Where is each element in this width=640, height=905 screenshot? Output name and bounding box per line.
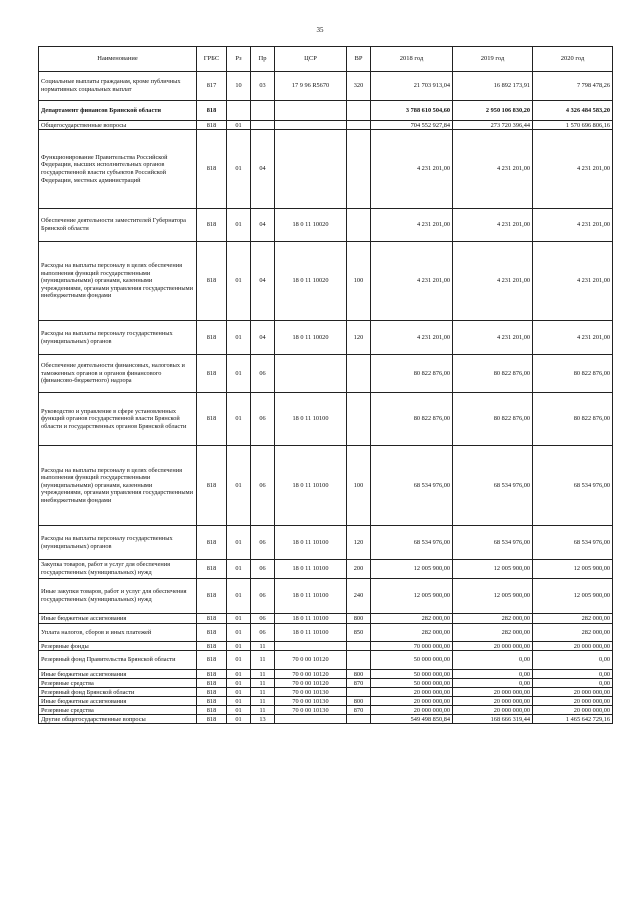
- table-row: [39, 321, 613, 355]
- table-row: [39, 130, 613, 209]
- cell-csr: 18 0 11 10020: [275, 209, 347, 242]
- table-row: [39, 101, 613, 121]
- cell-csr: 70 0 00 10120: [275, 651, 347, 670]
- cell-grbs: 818: [197, 355, 227, 393]
- header-pr: Пр: [251, 47, 275, 72]
- cell-y2020: 80 822 876,00: [533, 393, 613, 446]
- cell-rz: 01: [227, 670, 251, 679]
- cell-y2019: 20 000 000,00: [453, 642, 533, 651]
- cell-pr: 06: [251, 446, 275, 526]
- cell-csr: [275, 355, 347, 393]
- cell-grbs: 818: [197, 715, 227, 724]
- cell-pr: 06: [251, 393, 275, 446]
- cell-name: Расходы на выплаты персоналу в целях обеспечения выполнения функций государственными (муниципальными) органами, казенными учреждениями, органами управления государственными внебюджетными фондами: [39, 446, 197, 526]
- cell-y2019: 4 231 201,00: [453, 209, 533, 242]
- cell-grbs: 818: [197, 101, 227, 121]
- cell-vr: 800: [347, 614, 371, 624]
- header-grbs: ГРБС: [197, 47, 227, 72]
- table-row: [39, 446, 613, 526]
- table-row: [39, 642, 613, 651]
- cell-y2018: 80 822 876,00: [371, 355, 453, 393]
- cell-pr: 04: [251, 242, 275, 321]
- cell-csr: [275, 715, 347, 724]
- cell-vr: [347, 688, 371, 697]
- cell-y2018: 20 000 000,00: [371, 706, 453, 715]
- cell-csr: 18 0 11 10020: [275, 242, 347, 321]
- cell-y2020: 80 822 876,00: [533, 355, 613, 393]
- header-name: Наименование: [39, 47, 197, 72]
- cell-name: Резервный фонд Правительства Брянской области: [39, 651, 197, 670]
- cell-csr: [275, 130, 347, 209]
- cell-rz: 01: [227, 688, 251, 697]
- cell-y2019: 2 950 106 830,20: [453, 101, 533, 121]
- cell-csr: 18 0 11 10100: [275, 393, 347, 446]
- cell-y2018: 4 231 201,00: [371, 321, 453, 355]
- table-row: [39, 355, 613, 393]
- table-row: [39, 393, 613, 446]
- cell-csr: 70 0 00 10130: [275, 697, 347, 706]
- cell-grbs: 818: [197, 679, 227, 688]
- cell-csr: 18 0 11 10100: [275, 624, 347, 642]
- cell-name: Расходы на выплаты персоналу государственных (муниципальных) органов: [39, 321, 197, 355]
- cell-vr: 320: [347, 72, 371, 101]
- header-rz: Рз: [227, 47, 251, 72]
- cell-y2018: 549 498 850,84: [371, 715, 453, 724]
- cell-y2019: 0,00: [453, 651, 533, 670]
- cell-y2020: 4 326 484 583,20: [533, 101, 613, 121]
- cell-rz: 01: [227, 579, 251, 614]
- cell-y2019: 20 000 000,00: [453, 697, 533, 706]
- cell-grbs: 818: [197, 321, 227, 355]
- cell-csr: 70 0 00 10130: [275, 706, 347, 715]
- cell-vr: 240: [347, 579, 371, 614]
- cell-csr: 70 0 00 10120: [275, 670, 347, 679]
- cell-y2018: 12 005 900,00: [371, 560, 453, 579]
- table-row: [39, 579, 613, 614]
- cell-y2019: 0,00: [453, 670, 533, 679]
- cell-name: Руководство и управление в сфере установленных функций органов государственной власти Брянской области и государственных органов Брянской области: [39, 393, 197, 446]
- cell-y2018: 282 000,00: [371, 624, 453, 642]
- cell-pr: 11: [251, 642, 275, 651]
- cell-y2020: 282 000,00: [533, 624, 613, 642]
- cell-vr: 870: [347, 706, 371, 715]
- cell-rz: 01: [227, 560, 251, 579]
- cell-pr: 11: [251, 651, 275, 670]
- cell-y2018: 4 231 201,00: [371, 242, 453, 321]
- cell-rz: 01: [227, 209, 251, 242]
- cell-y2020: 4 231 201,00: [533, 321, 613, 355]
- cell-y2018: 282 000,00: [371, 614, 453, 624]
- cell-y2020: 0,00: [533, 679, 613, 688]
- cell-pr: 11: [251, 688, 275, 697]
- cell-rz: 01: [227, 642, 251, 651]
- table-row: [39, 614, 613, 624]
- cell-pr: 13: [251, 715, 275, 724]
- cell-rz: 01: [227, 624, 251, 642]
- cell-y2019: 273 720 396,44: [453, 121, 533, 130]
- table-row: [39, 526, 613, 560]
- cell-name: Резервный фонд Брянской области: [39, 688, 197, 697]
- cell-y2018: 704 552 927,84: [371, 121, 453, 130]
- cell-y2020: 12 005 900,00: [533, 560, 613, 579]
- cell-grbs: 818: [197, 560, 227, 579]
- cell-pr: 11: [251, 697, 275, 706]
- cell-vr: [347, 121, 371, 130]
- cell-y2019: 12 005 900,00: [453, 579, 533, 614]
- cell-csr: 17 9 96 R5670: [275, 72, 347, 101]
- cell-csr: [275, 642, 347, 651]
- cell-y2018: 20 000 000,00: [371, 697, 453, 706]
- cell-y2020: 68 534 976,00: [533, 526, 613, 560]
- table-row: [39, 679, 613, 688]
- cell-pr: [251, 121, 275, 130]
- cell-y2019: 12 005 900,00: [453, 560, 533, 579]
- cell-y2018: 80 822 876,00: [371, 393, 453, 446]
- cell-y2018: 68 534 976,00: [371, 526, 453, 560]
- header-2020: 2020 год: [533, 47, 613, 72]
- cell-y2020: 20 000 000,00: [533, 697, 613, 706]
- cell-rz: 01: [227, 242, 251, 321]
- cell-y2020: 1 570 696 806,16: [533, 121, 613, 130]
- cell-y2019: 0,00: [453, 679, 533, 688]
- cell-pr: 04: [251, 130, 275, 209]
- cell-pr: 03: [251, 72, 275, 101]
- cell-pr: [251, 101, 275, 121]
- cell-grbs: 818: [197, 614, 227, 624]
- cell-y2020: 0,00: [533, 670, 613, 679]
- header-2019: 2019 год: [453, 47, 533, 72]
- cell-pr: 06: [251, 624, 275, 642]
- table-body: [39, 72, 613, 724]
- cell-y2018: 70 000 000,00: [371, 642, 453, 651]
- cell-grbs: 818: [197, 706, 227, 715]
- cell-y2019: 80 822 876,00: [453, 355, 533, 393]
- cell-vr: [347, 355, 371, 393]
- table-row: [39, 560, 613, 579]
- cell-name: Расходы на выплаты персоналу государственных (муниципальных) органов: [39, 526, 197, 560]
- cell-name: Резервные фонды: [39, 642, 197, 651]
- header-csr: ЦСР: [275, 47, 347, 72]
- table-row: [39, 242, 613, 321]
- cell-vr: 100: [347, 242, 371, 321]
- cell-vr: [347, 715, 371, 724]
- cell-vr: 120: [347, 321, 371, 355]
- cell-rz: 01: [227, 697, 251, 706]
- cell-grbs: 818: [197, 579, 227, 614]
- cell-vr: 800: [347, 697, 371, 706]
- cell-name: Резервные средства: [39, 706, 197, 715]
- cell-name: Резервные средства: [39, 679, 197, 688]
- cell-pr: 06: [251, 526, 275, 560]
- cell-y2020: 20 000 000,00: [533, 642, 613, 651]
- cell-csr: 18 0 11 10100: [275, 526, 347, 560]
- cell-pr: 06: [251, 614, 275, 624]
- table-row: [39, 121, 613, 130]
- cell-rz: 01: [227, 446, 251, 526]
- cell-pr: 04: [251, 321, 275, 355]
- cell-vr: 870: [347, 679, 371, 688]
- cell-vr: 800: [347, 670, 371, 679]
- cell-y2019: 20 000 000,00: [453, 706, 533, 715]
- cell-y2019: 68 534 976,00: [453, 446, 533, 526]
- cell-grbs: 818: [197, 697, 227, 706]
- cell-grbs: 818: [197, 446, 227, 526]
- cell-name: Департамент финансов Брянской области: [39, 101, 197, 121]
- table-row: [39, 624, 613, 642]
- cell-y2018: 20 000 000,00: [371, 688, 453, 697]
- cell-grbs: 818: [197, 642, 227, 651]
- table-row: [39, 688, 613, 697]
- cell-name: Иные закупки товаров, работ и услуг для обеспечения государственных (муниципальных) нужд: [39, 579, 197, 614]
- cell-rz: 01: [227, 614, 251, 624]
- cell-grbs: 818: [197, 242, 227, 321]
- cell-name: Обеспечение деятельности финансовых, налоговых и таможенных органов и органов финансового (финансово-бюджетного) надзора: [39, 355, 197, 393]
- cell-y2020: 282 000,00: [533, 614, 613, 624]
- cell-y2018: 4 231 201,00: [371, 209, 453, 242]
- table-row: [39, 670, 613, 679]
- cell-grbs: 818: [197, 393, 227, 446]
- cell-name: Обеспечение деятельности заместителей Губернатора Брянской области: [39, 209, 197, 242]
- cell-grbs: 818: [197, 688, 227, 697]
- cell-rz: 01: [227, 706, 251, 715]
- cell-rz: 01: [227, 651, 251, 670]
- header-2018: 2018 год: [371, 47, 453, 72]
- cell-vr: [347, 130, 371, 209]
- cell-rz: 01: [227, 321, 251, 355]
- cell-y2020: 12 005 900,00: [533, 579, 613, 614]
- cell-y2020: 0,00: [533, 651, 613, 670]
- cell-name: Иные бюджетные ассигнования: [39, 670, 197, 679]
- cell-y2020: 7 798 478,26: [533, 72, 613, 101]
- cell-y2019: 80 822 876,00: [453, 393, 533, 446]
- budget-table: [38, 46, 613, 724]
- cell-y2018: 50 000 000,00: [371, 679, 453, 688]
- table-row: [39, 697, 613, 706]
- cell-name: Социальные выплаты гражданам, кроме публичных нормативных социальных выплат: [39, 72, 197, 101]
- cell-y2019: 16 892 173,91: [453, 72, 533, 101]
- cell-y2018: 3 788 610 504,60: [371, 101, 453, 121]
- cell-grbs: 818: [197, 624, 227, 642]
- cell-y2019: 282 000,00: [453, 624, 533, 642]
- cell-name: Иные бюджетные ассигнования: [39, 614, 197, 624]
- cell-name: Функционирование Правительства Российской Федерации, высших исполнительных органов государственной власти субъектов Российской Федерации, местных администраций: [39, 130, 197, 209]
- cell-y2019: 282 000,00: [453, 614, 533, 624]
- page-number: 35: [316, 26, 324, 34]
- cell-y2020: 20 000 000,00: [533, 688, 613, 697]
- cell-csr: [275, 121, 347, 130]
- cell-grbs: 818: [197, 130, 227, 209]
- cell-csr: 18 0 11 10100: [275, 579, 347, 614]
- cell-vr: [347, 393, 371, 446]
- cell-vr: [347, 642, 371, 651]
- cell-name: Закупка товаров, работ и услуг для обеспечения государственных (муниципальных) нужд: [39, 560, 197, 579]
- cell-name: Иные бюджетные ассигнования: [39, 697, 197, 706]
- cell-y2020: 1 465 642 729,16: [533, 715, 613, 724]
- cell-rz: 01: [227, 526, 251, 560]
- cell-rz: 01: [227, 393, 251, 446]
- cell-csr: 18 0 11 10100: [275, 614, 347, 624]
- cell-grbs: 818: [197, 121, 227, 130]
- cell-vr: [347, 651, 371, 670]
- cell-name: Расходы на выплаты персоналу в целях обеспечения выполнения функций государственными (муниципальными) органами, казенными учреждениями, органами управления государственными внебюджетными фондами: [39, 242, 197, 321]
- cell-y2020: 4 231 201,00: [533, 209, 613, 242]
- cell-vr: [347, 101, 371, 121]
- cell-grbs: 818: [197, 651, 227, 670]
- cell-vr: 850: [347, 624, 371, 642]
- cell-y2018: 50 000 000,00: [371, 670, 453, 679]
- cell-pr: 04: [251, 209, 275, 242]
- table-row: [39, 72, 613, 101]
- cell-csr: 70 0 00 10120: [275, 679, 347, 688]
- cell-rz: 10: [227, 72, 251, 101]
- table-row: [39, 209, 613, 242]
- cell-pr: 11: [251, 670, 275, 679]
- cell-y2019: 4 231 201,00: [453, 242, 533, 321]
- cell-rz: [227, 101, 251, 121]
- cell-y2018: 50 000 000,00: [371, 651, 453, 670]
- cell-pr: 06: [251, 355, 275, 393]
- cell-name: Общегосударственные вопросы: [39, 121, 197, 130]
- cell-vr: 120: [347, 526, 371, 560]
- cell-y2018: 12 005 900,00: [371, 579, 453, 614]
- cell-vr: 100: [347, 446, 371, 526]
- cell-rz: 01: [227, 355, 251, 393]
- cell-y2018: 68 534 976,00: [371, 446, 453, 526]
- cell-y2019: 4 231 201,00: [453, 130, 533, 209]
- cell-grbs: 818: [197, 670, 227, 679]
- cell-grbs: 818: [197, 209, 227, 242]
- cell-pr: 06: [251, 560, 275, 579]
- cell-y2020: 20 000 000,00: [533, 706, 613, 715]
- cell-y2020: 68 534 976,00: [533, 446, 613, 526]
- table-row: [39, 651, 613, 670]
- cell-pr: 11: [251, 706, 275, 715]
- cell-y2020: 4 231 201,00: [533, 242, 613, 321]
- cell-rz: 01: [227, 715, 251, 724]
- cell-rz: 01: [227, 679, 251, 688]
- cell-grbs: 818: [197, 526, 227, 560]
- cell-rz: 01: [227, 121, 251, 130]
- cell-csr: [275, 101, 347, 121]
- cell-pr: 06: [251, 579, 275, 614]
- cell-y2019: 4 231 201,00: [453, 321, 533, 355]
- table-row: [39, 706, 613, 715]
- cell-y2019: 68 534 976,00: [453, 526, 533, 560]
- cell-y2018: 4 231 201,00: [371, 130, 453, 209]
- cell-name: Уплата налогов, сборов и иных платежей: [39, 624, 197, 642]
- table-row: [39, 715, 613, 724]
- cell-csr: 18 0 11 10100: [275, 560, 347, 579]
- cell-csr: 18 0 11 10100: [275, 446, 347, 526]
- cell-grbs: 817: [197, 72, 227, 101]
- cell-vr: [347, 209, 371, 242]
- cell-csr: 18 0 11 10020: [275, 321, 347, 355]
- cell-y2020: 4 231 201,00: [533, 130, 613, 209]
- header-vr: ВР: [347, 47, 371, 72]
- cell-y2018: 21 703 913,04: [371, 72, 453, 101]
- cell-pr: 11: [251, 679, 275, 688]
- cell-y2019: 20 000 000,00: [453, 688, 533, 697]
- cell-csr: 70 0 00 10130: [275, 688, 347, 697]
- cell-vr: 200: [347, 560, 371, 579]
- cell-name: Другие общегосударственные вопросы: [39, 715, 197, 724]
- cell-rz: 01: [227, 130, 251, 209]
- cell-y2019: 168 666 319,44: [453, 715, 533, 724]
- header-row: [39, 47, 613, 72]
